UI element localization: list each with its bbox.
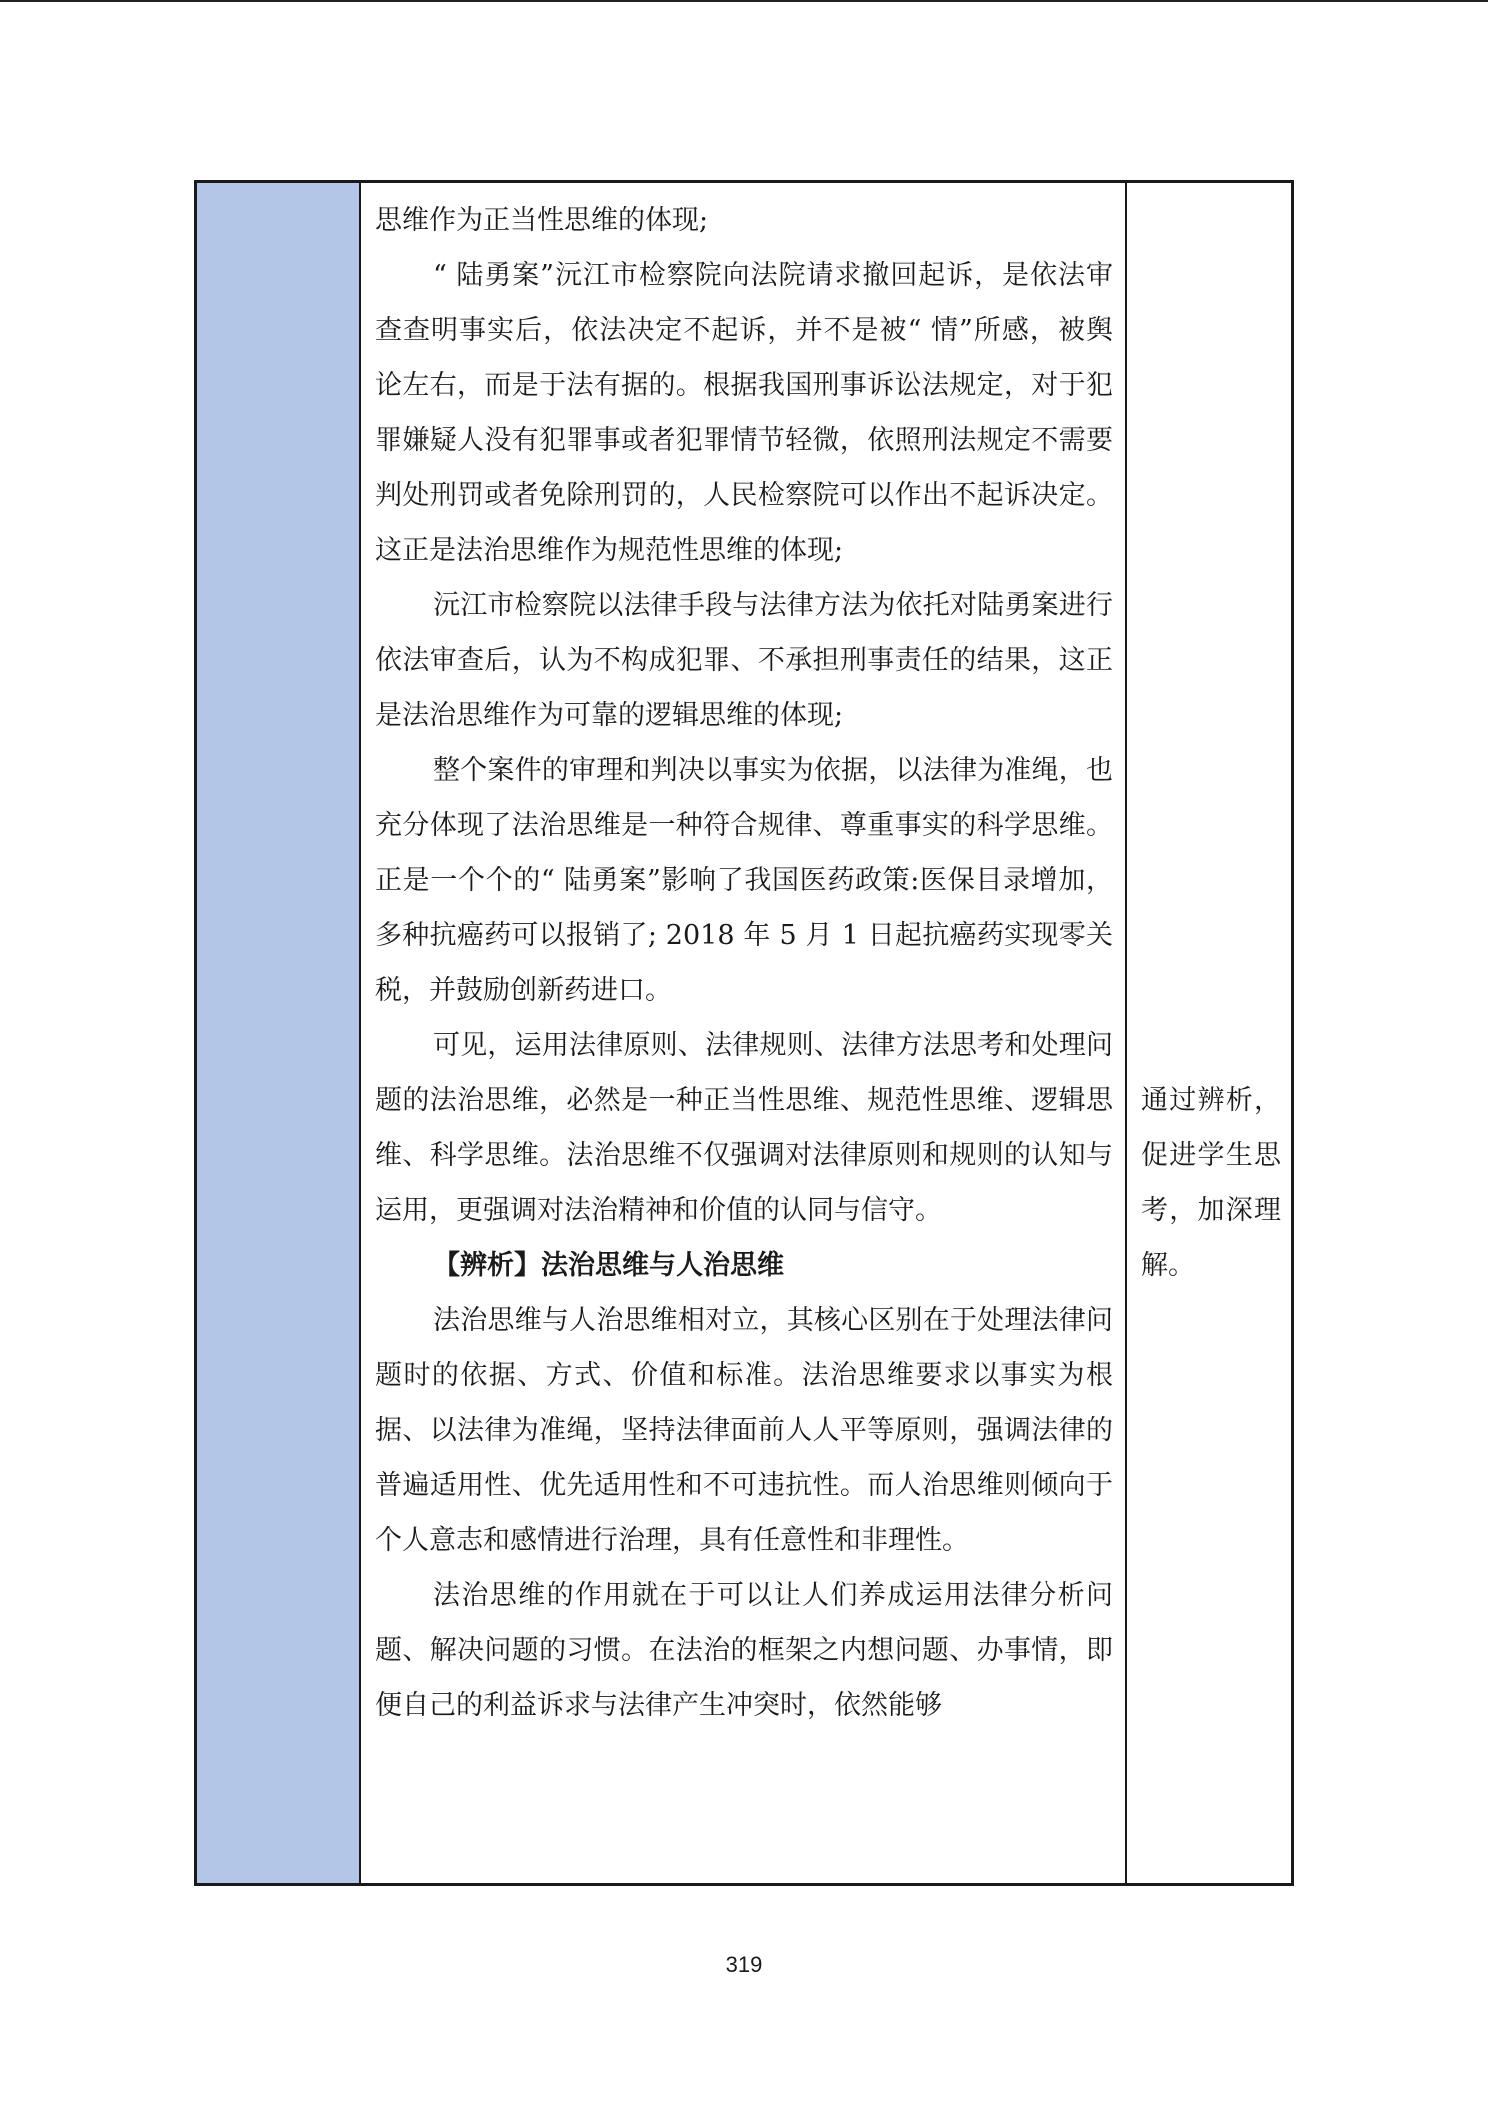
paragraph-5: 可见，运用法律原则、法律规则、法律方法思考和处理问题的法治思维，必然是一种正当性思维、规范性思维、逻辑思维、科学思维。法治思维不仅强调对法律原则和规则的认知与运用，更强调对法治精神和价值的认同与信守。 [375,1030,1113,1226]
table-right-column [1127,183,1291,1883]
paragraph-7: 法治思维的作用就在于可以让人们养成运用法律分析问题、解决问题的习惯。在法治的框架之内想问题、办事情，即便自己的利益诉求与法律产生冲突时，依然能够 [375,1580,1113,1721]
table-main-column [361,183,1127,1883]
top-border-line [0,0,1488,2]
side-note: 通过辨析，促进学生思考，加深理解。 [1141,1085,1281,1281]
paragraph-3: 沅江市检察院以法律手段与法律方法为依托对陆勇案进行依法审查后，认为不构成犯罪、不承担刑事责任的结果，这正是法治思维作为可靠的逻辑思维的体现; [375,590,1113,731]
paragraph-4: 整个案件的审理和判决以事实为依据，以法律为准绳，也充分体现了法治思维是一种符合规律、尊重事实的科学思维。正是一个个的“ 陆勇案”影响了我国医药政策:医保目录增加，多种抗癌药可以报销了; 2018 年 5 月 1 日起抗癌药实现零关税，并鼓励创新药进口。 [375,755,1113,1006]
paragraph-6: 法治思维与人治思维相对立，其核心区别在于处理法律问题时的依据、方式、价值和标准。法治思维要求以事实为根据、以法律为准绳，坚持法律面前人人平等原则，强调法律的普遍适用性、优先适用性和不可违抗性。而人治思维则倾向于个人意志和感情进行治理，具有任意性和非理性。 [375,1305,1113,1556]
page-number: 319 [725,1952,763,1977]
table-left-column [197,183,361,1883]
section-heading: 【辨析】法治思维与人治思维 [433,1250,784,1281]
paragraph-1: 思维作为正当性思维的体现; [375,205,709,236]
paragraph-2: “ 陆勇案”沅江市检察院向法院请求撤回起诉，是依法审查查明事实后，依法决定不起诉，并不是被“ 情”所感，被舆论左右，而是于法有据的。根据我国刑事诉讼法规定，对于犯罪嫌疑人没有犯罪事或者犯罪情节轻微，依照刑法规定不需要判处刑罚或者免除刑罚的，人民检察院可以作出不起诉决定。这正是法治思维作为规范性思维的体现; [375,260,1113,566]
lesson-table [194,180,1294,1886]
